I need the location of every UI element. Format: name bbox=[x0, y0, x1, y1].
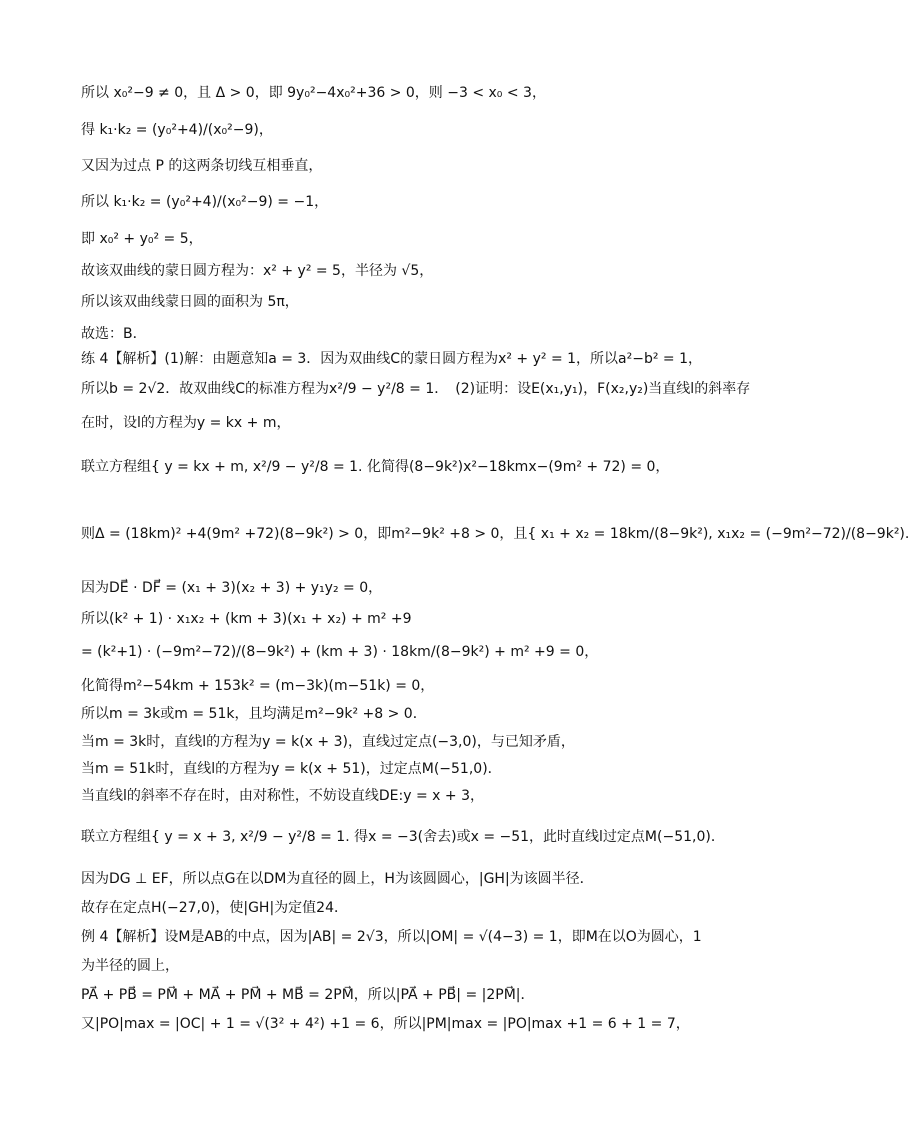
text-line-24: 故存在定点H(−27,0)，使|GH|为定值24． bbox=[81, 900, 348, 916]
text-line-12: 联立方程组{ y = kx + m, x²/9 − y²/8 = 1. 化简得(8−9k²)x²−18kmx−(9m² + 72) = 0， bbox=[81, 459, 670, 475]
text-line-9: 练 4【解析】(1)解：由题意知a = 3．因为双曲线C的蒙日圆方程为x² + y² = 1，所以a²−b² = 1， bbox=[81, 351, 703, 367]
text-line-17: 化简得m²−54km + 153k² = (m−3k)(m−51k) = 0， bbox=[81, 678, 435, 694]
text-line-18: 所以m = 3k或m = 51k，且均满足m²−9k² +8 > 0． bbox=[81, 706, 427, 722]
text-line-22: 联立方程组{ y = x + 3, x²/9 − y²/8 = 1. 得x = −3(舍去)或x = −51，此时直线l过定点M(−51,0)． bbox=[81, 829, 725, 845]
text-line-14: 因为DE⃗ · DF⃗ = (x₁ + 3)(x₂ + 3) + y₁y₂ = 0， bbox=[81, 580, 383, 596]
text-line-4: 所以 k₁·k₂ = (y₀²+4)/(x₀²−9) = −1， bbox=[81, 194, 329, 210]
text-line-2: 得 k₁·k₂ = (y₀²+4)/(x₀²−9)， bbox=[81, 122, 273, 138]
text-line-27: 又|PO|max = |OC| + 1 = √(3² + 4²) +1 = 6，所以|PM|max = |PO|max +1 = 6 + 1 = 7， bbox=[81, 1016, 690, 1032]
text-line-3: 又因为过点 P 的这两条切线互相垂直， bbox=[81, 158, 323, 174]
text-line-1: 所以 x₀²−9 ≠ 0，且 Δ > 0，即 9y₀²−4x₀²+36 > 0，则 −3 < x₀ < 3， bbox=[81, 85, 546, 101]
text-line-5: 即 x₀² + y₀² = 5， bbox=[81, 231, 203, 247]
text-line-13: 则Δ = (18km)² +4(9m² +72)(8−9k²) > 0，即m²−9k² +8 > 0，且{ x₁ + x₂ = 18km/(8−9k²), x₁x₂ = (−9m²−72)/(8−9k²). bbox=[81, 526, 909, 542]
text-line-7: 所以该双曲线蒙日圆的面积为 5π， bbox=[81, 294, 299, 310]
text-line-19: 当m = 3k时，直线l的方程为y = k(x + 3)，直线过定点(−3,0)，与已知矛盾， bbox=[81, 734, 575, 750]
text-line-10: 所以b = 2√2．故双曲线C的标准方程为x²/9 − y²/8 = 1． (2)证明：设E(x₁,y₁)，F(x₂,y₂)当直线l的斜率存 bbox=[81, 381, 751, 397]
text-line-20: 当m = 51k时，直线l的方程为y = k(x + 51)，过定点M(−51,0)． bbox=[81, 761, 502, 777]
text-line-11: 在时，设l的方程为y = kx + m， bbox=[81, 415, 291, 431]
text-line-16: = (k²+1) · (−9m²−72)/(8−9k²) + (km + 3) · 18km/(8−9k²) + m² +9 = 0， bbox=[81, 644, 599, 660]
text-line-23: 因为DG ⊥ EF，所以点G在以DM为直径的圆上，H为该圆圆心，|GH|为该圆半径． bbox=[81, 871, 594, 887]
text-line-26: PA⃗ + PB⃗ = PM⃗ + MA⃗ + PM⃗ + MB⃗ = 2PM⃗，所以|PA⃗ + PB⃗| = |2PM⃗|． bbox=[81, 987, 535, 1003]
text-line-8: 故选：B． bbox=[81, 326, 147, 342]
text-line-15: 所以(k² + 1) · x₁x₂ + (km + 3)(x₁ + x₂) + m² +9 bbox=[81, 611, 412, 627]
text-line-21: 当直线l的斜率不存在时，由对称性，不妨设直线DE:y = x + 3， bbox=[81, 788, 484, 804]
text-line-25: 例 4【解析】设M是AB的中点，因为|AB| = 2√3，所以|OM| = √(4−3) = 1，即M在以O为圆心，1为半径的圆上， bbox=[81, 929, 702, 974]
text-line-6: 故该双曲线的蒙日圆方程为：x² + y² = 5，半径为 √5， bbox=[81, 263, 434, 279]
